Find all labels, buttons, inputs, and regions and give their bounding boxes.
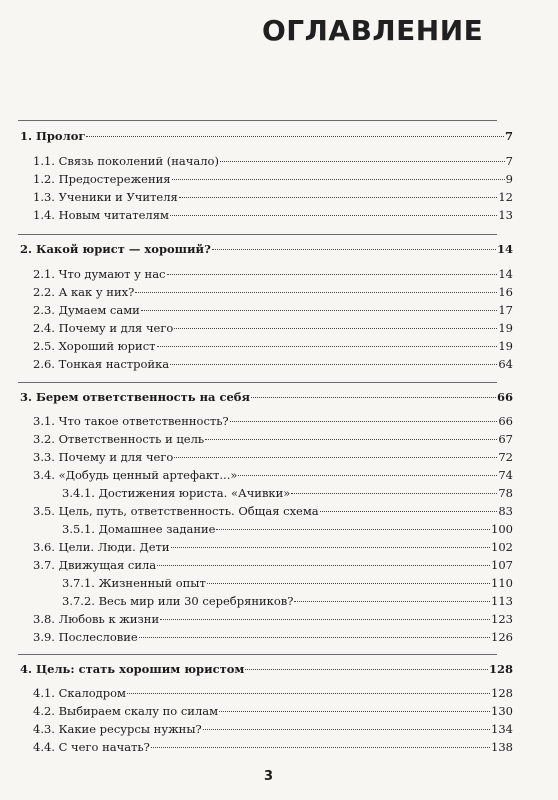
- toc-chapter-3[interactable]: [20, 390, 513, 404]
- leader-dots: [141, 310, 498, 311]
- toc-entry[interactable]: [33, 686, 513, 700]
- toc-entry[interactable]: [33, 722, 513, 736]
- toc-entry-label: 2.4. Почему и для чего: [33, 321, 174, 335]
- leader-dots: [139, 637, 490, 638]
- leader-dots: [212, 249, 496, 250]
- leader-dots: [207, 583, 490, 584]
- toc-page-number: 78: [498, 486, 513, 500]
- toc-entry-label: 3.1. Что такое ответственность?: [33, 414, 229, 428]
- toc-entry[interactable]: [33, 285, 513, 299]
- toc-chapter-1[interactable]: [20, 129, 513, 143]
- toc-chapter-4[interactable]: [20, 662, 513, 676]
- toc-entry[interactable]: [33, 154, 513, 168]
- toc-entry-label: 1. Пролог: [20, 129, 86, 143]
- leader-dots: [170, 364, 497, 365]
- section-divider: [18, 654, 497, 655]
- toc-entry-label: 4.1. Скалодром: [33, 686, 126, 700]
- toc-entry-label: 3.5.1. Домашнее задание: [62, 522, 216, 536]
- toc-page-number: 126: [491, 630, 513, 644]
- toc-entry[interactable]: [33, 339, 513, 353]
- leader-dots: [174, 457, 497, 458]
- toc-page-number: 67: [498, 432, 513, 446]
- toc-entry-label: 1.4. Новым читателям: [33, 208, 169, 222]
- toc-entry-label: 3.7. Движущая сила: [33, 558, 157, 572]
- toc-entry[interactable]: [33, 558, 513, 572]
- toc-entry-label: 1.3. Ученики и Учителя: [33, 190, 178, 204]
- toc-subentry[interactable]: [62, 486, 513, 500]
- leader-dots: [127, 693, 490, 694]
- toc-chapter-2[interactable]: [20, 242, 513, 256]
- toc-entry-label: 4.4. С чего начать?: [33, 740, 150, 754]
- toc-entry-label: 3.5. Цель, путь, ответственность. Общая схема: [33, 504, 319, 518]
- toc-page-number: 66: [496, 390, 513, 404]
- leader-dots: [238, 475, 497, 476]
- toc-page-number: 123: [491, 612, 513, 626]
- toc-entry[interactable]: [33, 267, 513, 281]
- leader-dots: [245, 669, 488, 670]
- toc-entry-label: 3. Берем ответственность на себя: [20, 390, 250, 404]
- section-divider: [18, 382, 497, 383]
- toc-entry-label: 3.7.1. Жизненный опыт: [62, 576, 206, 590]
- toc-entry-label: 2. Какой юрист — хороший?: [20, 242, 211, 256]
- leader-dots: [160, 619, 490, 620]
- toc-entry[interactable]: [33, 612, 513, 626]
- toc-entry[interactable]: [33, 504, 513, 518]
- toc-page-number: 128: [491, 686, 513, 700]
- toc-entry[interactable]: [33, 172, 513, 186]
- toc-page-number: 113: [491, 594, 513, 608]
- leader-dots: [151, 747, 490, 748]
- toc-entry-label: 2.2. А как у них?: [33, 285, 135, 299]
- toc-entry[interactable]: [33, 321, 513, 335]
- toc-entry-label: 3.2. Ответственность и цель: [33, 432, 205, 446]
- leader-dots: [86, 136, 504, 137]
- toc-page-number: 12: [498, 190, 513, 204]
- leader-dots: [205, 439, 497, 440]
- toc-page-number: 138: [491, 740, 513, 754]
- toc-entry[interactable]: [33, 357, 513, 371]
- toc-entry-label: 3.8. Любовь к жизни: [33, 612, 160, 626]
- toc-page-number: 9: [505, 172, 513, 186]
- toc-entry-label: 1.1. Связь поколений (начало): [33, 154, 219, 168]
- leader-dots: [167, 274, 498, 275]
- toc-page-number: 110: [491, 576, 513, 590]
- toc-page-number: 13: [498, 208, 513, 222]
- toc-entry-label: 1.2. Предостережения: [33, 172, 171, 186]
- toc-entry-label: 2.3. Думаем сами: [33, 303, 140, 317]
- page-title: ОГЛАВЛЕНИЕ: [262, 14, 484, 47]
- toc-page-number: 102: [491, 540, 513, 554]
- toc-page-number: 16: [498, 285, 513, 299]
- leader-dots: [157, 346, 498, 347]
- toc-entry[interactable]: [33, 704, 513, 718]
- toc-page-number: 83: [498, 504, 513, 518]
- leader-dots: [291, 493, 497, 494]
- toc-page-number: 107: [491, 558, 513, 572]
- leader-dots: [203, 729, 490, 730]
- toc-entry[interactable]: [33, 540, 513, 554]
- toc-entry-label: 3.4. «Добудь ценный артефакт...»: [33, 468, 238, 482]
- leader-dots: [251, 397, 496, 398]
- toc-entry-label: 4.2. Выбираем скалу по силам: [33, 704, 219, 718]
- toc-page-number: 19: [498, 321, 513, 335]
- toc-entry-label: 2.5. Хороший юрист: [33, 339, 156, 353]
- toc-entry-label: 2.6. Тонкая настройка: [33, 357, 170, 371]
- toc-entry[interactable]: [33, 740, 513, 754]
- toc-page-number: 130: [491, 704, 513, 718]
- toc-entry[interactable]: [33, 208, 513, 222]
- leader-dots: [170, 215, 497, 216]
- toc-entry[interactable]: [33, 414, 513, 428]
- toc-page-number: 17: [498, 303, 513, 317]
- leader-dots: [219, 711, 490, 712]
- leader-dots: [294, 601, 490, 602]
- section-divider: [18, 234, 497, 235]
- toc-page-number: 7: [504, 129, 513, 143]
- toc-page-number: 19: [498, 339, 513, 353]
- toc-entry-label: 4. Цель: стать хорошим юристом: [20, 662, 245, 676]
- toc-page-number: 64: [498, 357, 513, 371]
- leader-dots: [172, 179, 505, 180]
- toc-entry-label: 3.6. Цели. Люди. Дети: [33, 540, 170, 554]
- toc-entry-label: 3.9. Послесловие: [33, 630, 138, 644]
- toc-subentry[interactable]: [62, 522, 513, 536]
- toc-page-number: 14: [498, 267, 513, 281]
- toc-subentry[interactable]: [62, 576, 513, 590]
- toc-page-number: 128: [488, 662, 513, 676]
- toc-entry-label: 3.7.2. Весь мир или 30 серебряников?: [62, 594, 294, 608]
- toc-entry[interactable]: [33, 190, 513, 204]
- leader-dots: [174, 328, 497, 329]
- toc-entry[interactable]: [33, 630, 513, 644]
- leader-dots: [157, 565, 490, 566]
- leader-dots: [320, 511, 498, 512]
- leader-dots: [135, 292, 497, 293]
- toc-page-number: 134: [491, 722, 513, 736]
- page-number: 3: [264, 769, 274, 784]
- leader-dots: [171, 547, 490, 548]
- toc-entry[interactable]: [33, 468, 513, 482]
- toc-page-number: 14: [496, 242, 513, 256]
- toc-entry-label: 2.1. Что думают у нас: [33, 267, 166, 281]
- section-divider: [18, 120, 497, 121]
- toc-entry-label: 4.3. Какие ресурсы нужны?: [33, 722, 202, 736]
- toc-page-number: 7: [505, 154, 513, 168]
- toc-entry-label: 3.4.1. Достижения юриста. «Ачивки»: [62, 486, 291, 500]
- toc-subentry[interactable]: [62, 594, 513, 608]
- toc-page-number: 66: [498, 414, 513, 428]
- toc-entry-label: 3.3. Почему и для чего: [33, 450, 174, 464]
- toc-page-number: 100: [491, 522, 513, 536]
- leader-dots: [216, 529, 490, 530]
- toc-entry[interactable]: [33, 450, 513, 464]
- leader-dots: [179, 197, 498, 198]
- leader-dots: [230, 421, 498, 422]
- toc-page-number: 74: [498, 468, 513, 482]
- toc-entry[interactable]: [33, 432, 513, 446]
- leader-dots: [220, 161, 505, 162]
- toc-entry[interactable]: [33, 303, 513, 317]
- toc-page-number: 72: [498, 450, 513, 464]
